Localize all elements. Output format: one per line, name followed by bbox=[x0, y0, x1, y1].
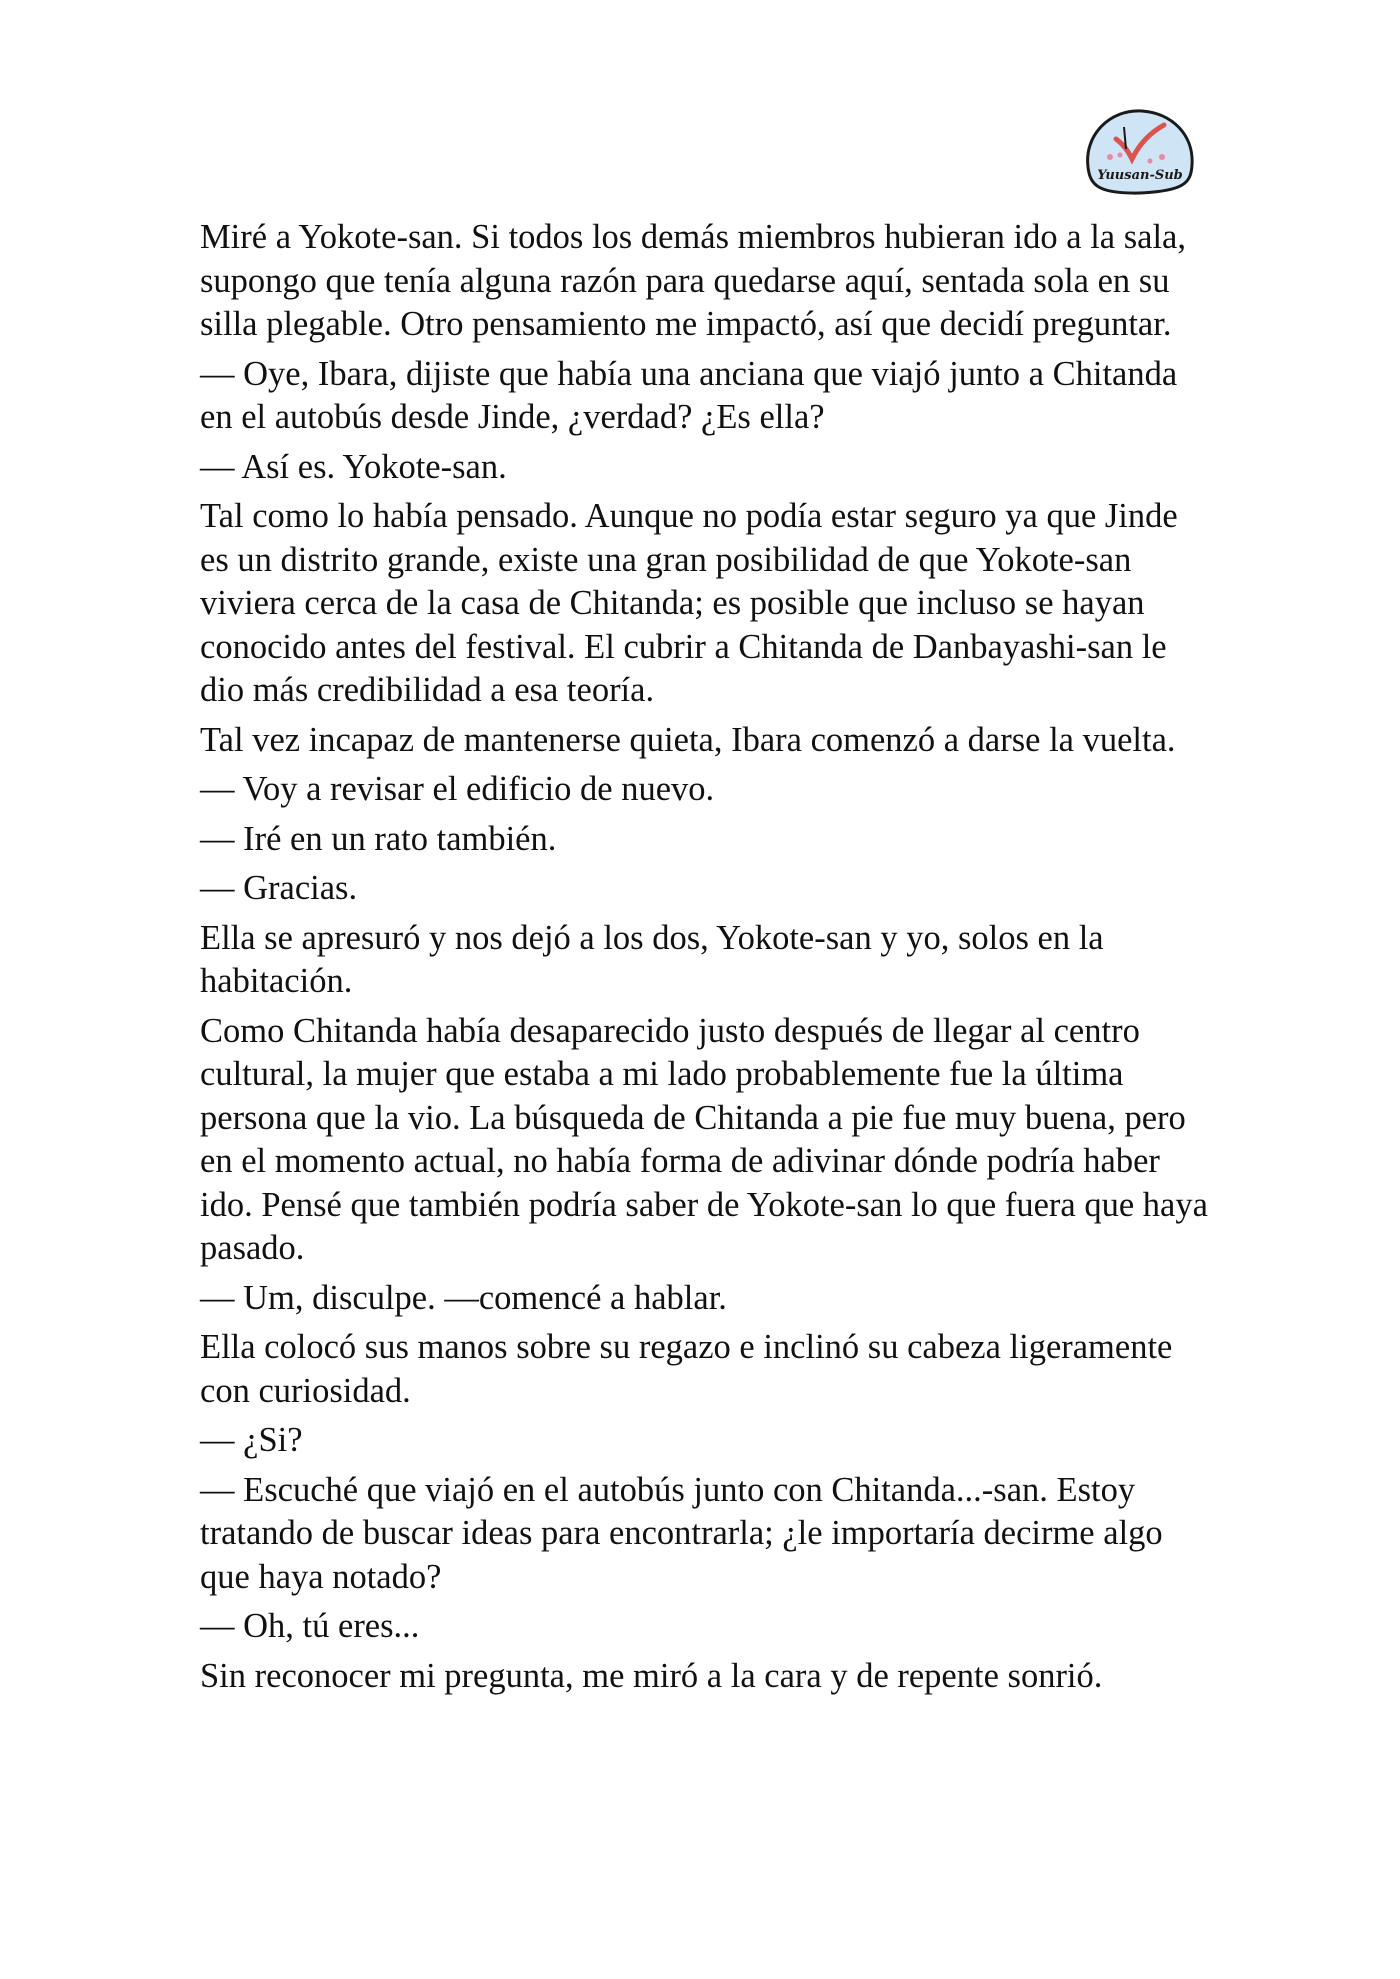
paragraph: — Voy a revisar el edificio de nuevo. bbox=[200, 770, 715, 808]
paragraph: — Así es. Yokote-san. bbox=[200, 447, 507, 486]
yuusan-sub-logo bbox=[1080, 105, 1200, 200]
paragraph: Tal vez incapaz de mantenerse quieta, Ibara comenzó a darse la vuelta. bbox=[200, 720, 1176, 759]
paragraph: — Oye, Ibara, dijiste que había una anciana que viajó junto a Chitanda en el autobús desde Jinde, ¿verdad? ¿Es ella? bbox=[200, 354, 1178, 436]
paragraph: Ella colocó sus manos sobre su regazo e inclinó su cabeza ligeramente con curiosidad. bbox=[200, 1328, 1173, 1410]
paragraph: Ella se apresuró y nos dejó a los dos, Yokote-san y yo, solos en la habitación. bbox=[200, 918, 1104, 1000]
paragraph: — Iré en un rato también. bbox=[200, 819, 557, 858]
paragraph: — ¿Si? bbox=[200, 1421, 303, 1459]
paragraph: Sin reconocer mi pregunta, me miró a la cara y de repente sonrió. bbox=[200, 1656, 1103, 1695]
logo-text: Yuusan-Sub bbox=[1097, 168, 1183, 183]
paragraph: — Oh, tú eres... bbox=[200, 1607, 420, 1645]
paragraph: Como Chitanda había desaparecido justo después de llegar al centro cultural, la mujer que estaba a mi lado probablemente fue la última persona que la vio. La búsqueda de Chitanda a pie fue muy buena, pero en el momento actual, no había forma de adivinar dónde podría haber ido. Pensé que también podría saber de Yokote-san lo que fuera que haya pasado. bbox=[200, 1011, 1208, 1267]
logo-badge-icon bbox=[1080, 105, 1200, 200]
paragraph: — Um, disculpe. —comencé a hablar. bbox=[200, 1278, 727, 1317]
paragraph: Miré a Yokote-san. Si todos los demás miembros hubieran ido a la sala, supongo que tenía alguna razón para quedarse aquí, sentada sola en su silla plegable. Otro pensamiento me impactó, así que decidí preguntar. bbox=[200, 218, 1186, 343]
paragraph: — Gracias. bbox=[200, 869, 358, 907]
body-text bbox=[200, 216, 1210, 1704]
paragraph: — Escuché que viajó en el autobús junto con Chitanda...-san. Estoy tratando de buscar ideas para encontrarla; ¿le importaría decirme algo que haya notado? bbox=[200, 1470, 1163, 1596]
paragraph: Tal como lo había pensado. Aunque no podía estar seguro ya que Jinde es un distrito grande, existe una gran posibilidad de que Yokote-san viviera cerca de la casa de Chitanda; es posible que incluso se hayan conocido antes del festival. El cubrir a Chitanda de Danbayashi-san le dio más credibilidad a esa teoría. bbox=[200, 497, 1178, 709]
